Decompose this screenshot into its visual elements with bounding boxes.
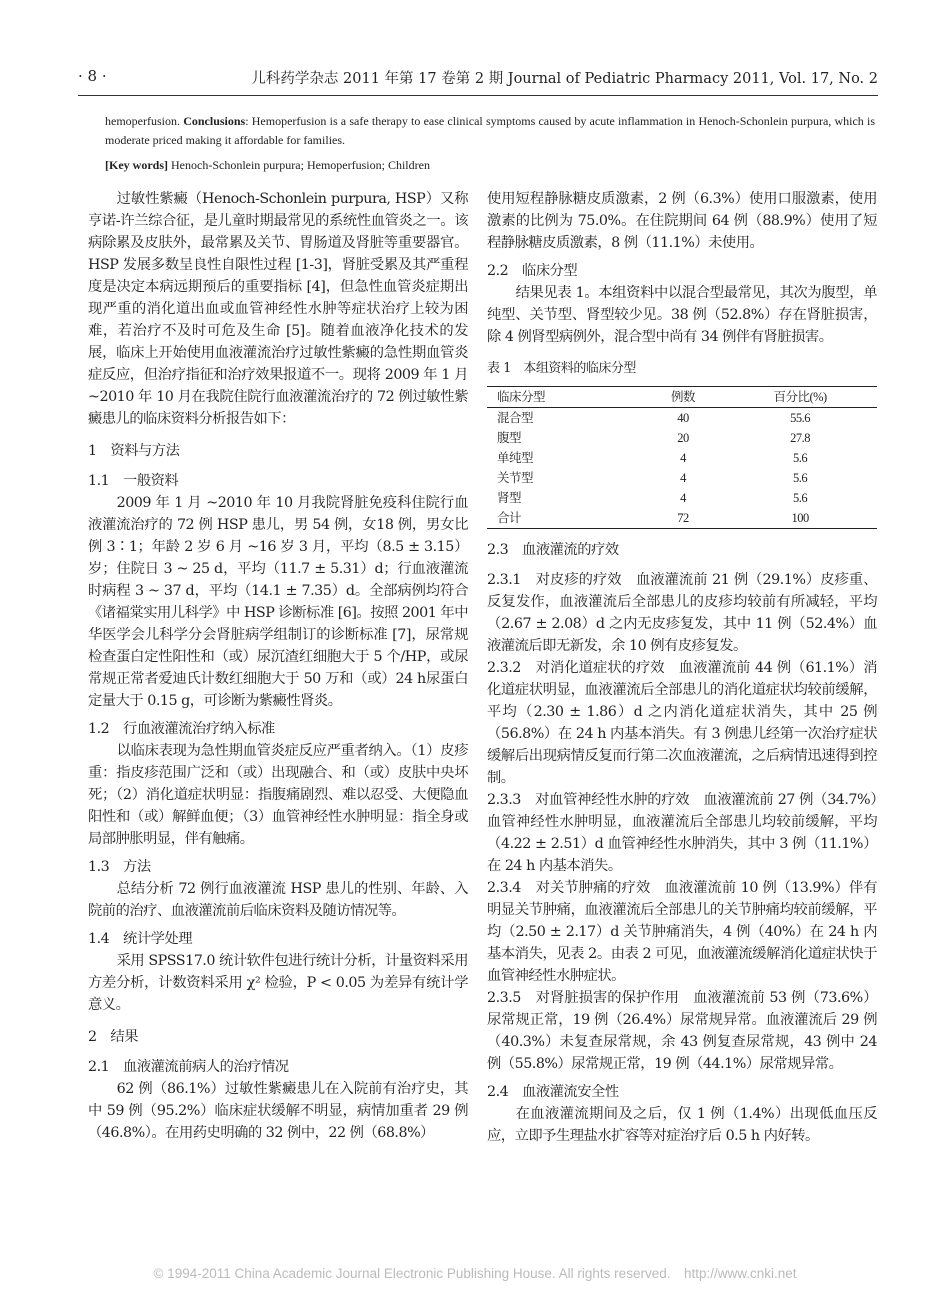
table-1 bbox=[487, 386, 877, 529]
table-cell: 5.6 bbox=[793, 491, 808, 505]
intro-paragraph: 过敏性紫癜（Henoch-Schonlein purpura, HSP）又称亨诺-许兰综合征，是儿童时期最常见的系统性血管炎之一。该病除累及皮肤外，最常累及关节、胃肠道及肾脏等重要器官。HSP 发展多数呈良性自限性过程 [1-3]，肾脏受累及其严重程度是决定本病远期预后的重要指标 [4]，但急性血管炎症期出现严重的消化道出血或血管神经性水肿等症状治疗上较为困难，若治疗不及时可危及生命 [5]。随着血液净化技术的发展，临床上开始使用血液灌流治疗过敏性紫癜的急性期血管炎症反应，但治疗指征和治疗效果报道不一。现将 2009 年 1 月 ~2010 年 10 月在我院住院行血液灌流治疗的 72 例过敏性紫癜患儿的临床资料分析报告如下： bbox=[88, 191, 468, 427]
section-2-1-continued: 使用短程静脉糖皮质激素，2 例（6.3%）使用口服激素，使用激素的比例为 75.0%。在住院期间 64 例（88.9%）使用了短程静脉糖皮质激素，8 例（11.1%）未使用。 bbox=[487, 191, 877, 251]
table-row bbox=[487, 468, 877, 488]
table-1-caption: 表 1 本组资料的临床分型 bbox=[487, 361, 636, 376]
section-1-heading: 1 资料与方法 bbox=[88, 443, 180, 459]
left-column bbox=[88, 188, 468, 1144]
table-header-cell: 例数 bbox=[670, 390, 695, 404]
section-2-4-heading: 2.4 血液灌流安全性 bbox=[487, 1084, 619, 1100]
section-1-1-heading: 1.1 一般资料 bbox=[88, 473, 179, 489]
section-2-1-heading: 2.1 血液灌流前病人的治疗情况 bbox=[88, 1059, 289, 1075]
abstract-end bbox=[105, 112, 875, 150]
section-1-4-heading: 1.4 统计学处理 bbox=[88, 931, 193, 947]
table-header-row bbox=[487, 387, 877, 408]
table-row bbox=[487, 488, 877, 508]
table-cell: 单纯型 bbox=[497, 451, 534, 465]
section-2-3-1-text: 2.3.1 对皮疹的疗效 血液灌流前 21 例（29.1%）皮疹重、反复发作，血液灌流后全部患儿的皮疹均较前有所减轻，平均（2.67 ± 2.08）d 之内无皮疹复发，其中 11 例（52.4%）血液灌流后即无新发，余 10 例有皮疹复发。 bbox=[487, 572, 877, 654]
section-2-3-3-text: 2.3.3 对血管神经性水肿的疗效 血液灌流前 27 例（34.7%）血管神经性水肿明显，血液灌流后全部患儿均较前缓解，平均（4.22 ± 2.51）d 血管神经性水肿消失，其中 3 例（11.1%）在 24 h 内基本消失。 bbox=[487, 792, 877, 874]
table-cell: 合计 bbox=[497, 511, 522, 525]
section-2-3-heading: 2.3 血液灌流的疗效 bbox=[487, 542, 619, 558]
section-2-4-text: 在血液灌流期间及之后，仅 1 例（1.4%）出现低血压反应，立即予生理盐水扩容等对症治疗后 0.5 h 内好转。 bbox=[487, 1106, 877, 1144]
conclusions-label: Conclusions bbox=[183, 114, 246, 128]
table-cell: 5.6 bbox=[793, 451, 808, 465]
table-cell: 混合型 bbox=[497, 411, 534, 425]
section-1-3-heading: 1.3 方法 bbox=[88, 859, 151, 875]
table-row bbox=[487, 428, 877, 448]
keywords-label: [Key words] bbox=[105, 158, 168, 172]
table-row bbox=[487, 408, 877, 429]
conclusions-text: : Hemoperfusion is a safe therapy to ease clinical symptoms caused by acute inflammation in Henoch-Schonlein purpura, which is moderate priced making it affordable for families. bbox=[105, 114, 876, 147]
section-2-1-text: 62 例（86.1%）过敏性紫癜患儿在入院前有治疗史，其中 59 例（95.2%）临床症状缓解不明显，病情加重者 29 例（46.8%）。在用药史明确的 32 例中，22 例（68.8%） bbox=[88, 1081, 468, 1141]
page-number: · 8 · bbox=[78, 67, 107, 85]
table-cell: 55.6 bbox=[790, 411, 811, 425]
table-cell: 40 bbox=[677, 411, 689, 425]
copyright-footer: © 1994-2011 China Academic Journal Electronic Publishing House. All rights reserved. http://www.cnki.net bbox=[153, 1266, 797, 1281]
section-1-2-heading: 1.2 行血液灌流治疗纳入标准 bbox=[88, 721, 275, 737]
header-rule bbox=[78, 95, 878, 96]
keywords-text: Henoch-Schonlein purpura; Hemoperfusion; Children bbox=[168, 158, 430, 172]
table-cell: 4 bbox=[680, 451, 686, 465]
section-2-2-heading: 2.2 临床分型 bbox=[487, 263, 578, 279]
table-row bbox=[487, 508, 877, 529]
table-cell: 腹型 bbox=[497, 431, 522, 445]
table-cell: 肾型 bbox=[497, 491, 522, 505]
table-cell: 72 bbox=[677, 511, 689, 525]
right-column bbox=[487, 188, 877, 1147]
keywords bbox=[105, 156, 430, 175]
table-cell: 100 bbox=[791, 511, 809, 525]
table-header-cell: 百分比(%) bbox=[773, 390, 827, 404]
abstract-lead: hemoperfusion. bbox=[105, 114, 180, 128]
journal-running-header: 儿科药学杂志 2011 年第 17 卷第 2 期 Journal of Pediatric Pharmacy 2011, Vol. 17, No. 2 bbox=[251, 71, 878, 87]
section-1-4-text: 采用 SPSS17.0 统计软件包进行统计分析，计量资料采用方差分析，计数资料采用 χ² 检验，P < 0.05 为差异有统计学意义。 bbox=[88, 953, 468, 1013]
section-1-3-text: 总结分析 72 例行血液灌流 HSP 患儿的性别、年龄、入院前的治疗、血液灌流前后临床资料及随访情况等。 bbox=[88, 881, 468, 919]
section-2-3-5-text: 2.3.5 对肾脏损害的保护作用 血液灌流前 53 例（73.6%）尿常规正常，19 例（26.4%）尿常规异常。血液灌流后 29 例（40.3%）未复查尿常规，余 43 例复查尿常规，43 例中 24 例（55.8%）尿常规正常，19 例（44.1%）尿常规异常。 bbox=[487, 990, 877, 1072]
section-2-3-2-text: 2.3.2 对消化道症状的疗效 血液灌流前 44 例（61.1%）消化道症状明显，血液灌流后全部患儿的消化道症状均较前缓解，平均（2.30 ± 1.86）d 之内消化道症状消失，其中 25 例（56.8%）在 24 h 内基本消失。有 3 例患儿经第一次治疗症状缓解后出现病情反复而行第二次血液灌流，之后病情迅速得到控制。 bbox=[487, 660, 877, 786]
section-2-3-4-text: 2.3.4 对关节肿痛的疗效 血液灌流前 10 例（13.9%）伴有明显关节肿痛，血液灌流后全部患儿的关节肿痛均较前缓解，平均（2.50 ± 2.17）d 关节肿痛消失，4 例（40%）在 24 h 内基本消失，见表 2。由表 2 可见，血液灌流缓解消化道症状快于血管神经性水肿症状。 bbox=[487, 880, 877, 984]
section-2-heading: 2 结果 bbox=[88, 1029, 138, 1045]
section-1-1-text: 2009 年 1 月 ~2010 年 10 月我院肾脏免疫科住院行血液灌流治疗的 72 例 HSP 患儿，男 54 例，女18 例，男女比例 3∶1；年龄 2 岁 6 月 ~16 岁 3 月，平均（8.5 ± 3.15）岁；住院日 3 ~ 25 d，平均（11.7 ± 5.31）d；行血液灌流时病程 3 ~ 37 d，平均（14.1 ± 7.35）d。全部病例均符合《诸福棠实用儿科学》中 HSP 诊断标准 [6]。按照 2001 年中华医学会儿科学分会肾脏病学组制订的诊断标准 [7]，尿常规检查蛋白定性阳性和（或）尿沉渣红细胞大于 5 个/HP，或尿常规正常者爱迪氏计数红细胞大于 50 万和（或）24 h尿蛋白定量大于 0.15 g，可诊断为紫癜性肾炎。 bbox=[88, 495, 468, 709]
table-cell: 关节型 bbox=[497, 471, 534, 485]
table-cell: 5.6 bbox=[793, 471, 808, 485]
section-1-2-text: 以临床表现为急性期血管炎症反应严重者纳入。（1）皮疹重：指皮疹范围广泛和（或）出现融合、和（或）皮肤中央坏死；（2）消化道症状明显：指腹痛剧烈、难以忍受、大便隐血阳性和（或）解鲜血便；（3）血管神经性水肿明显：指全身或局部肿胀明显，伴有触痛。 bbox=[88, 743, 468, 847]
section-2-2-text: 结果见表 1。本组资料中以混合型最常见，其次为腹型，单纯型、关节型、肾型较少见。38 例（52.8%）存在肾脏损害，除 4 例肾型病例外，混合型中尚有 34 例伴有肾脏损害。 bbox=[487, 285, 877, 345]
table-cell: 27.8 bbox=[790, 431, 811, 445]
table-cell: 4 bbox=[680, 471, 686, 485]
table-row bbox=[487, 448, 877, 468]
table-cell: 4 bbox=[680, 491, 686, 505]
table-cell: 20 bbox=[677, 431, 689, 445]
table-header-cell: 临床分型 bbox=[497, 390, 546, 404]
